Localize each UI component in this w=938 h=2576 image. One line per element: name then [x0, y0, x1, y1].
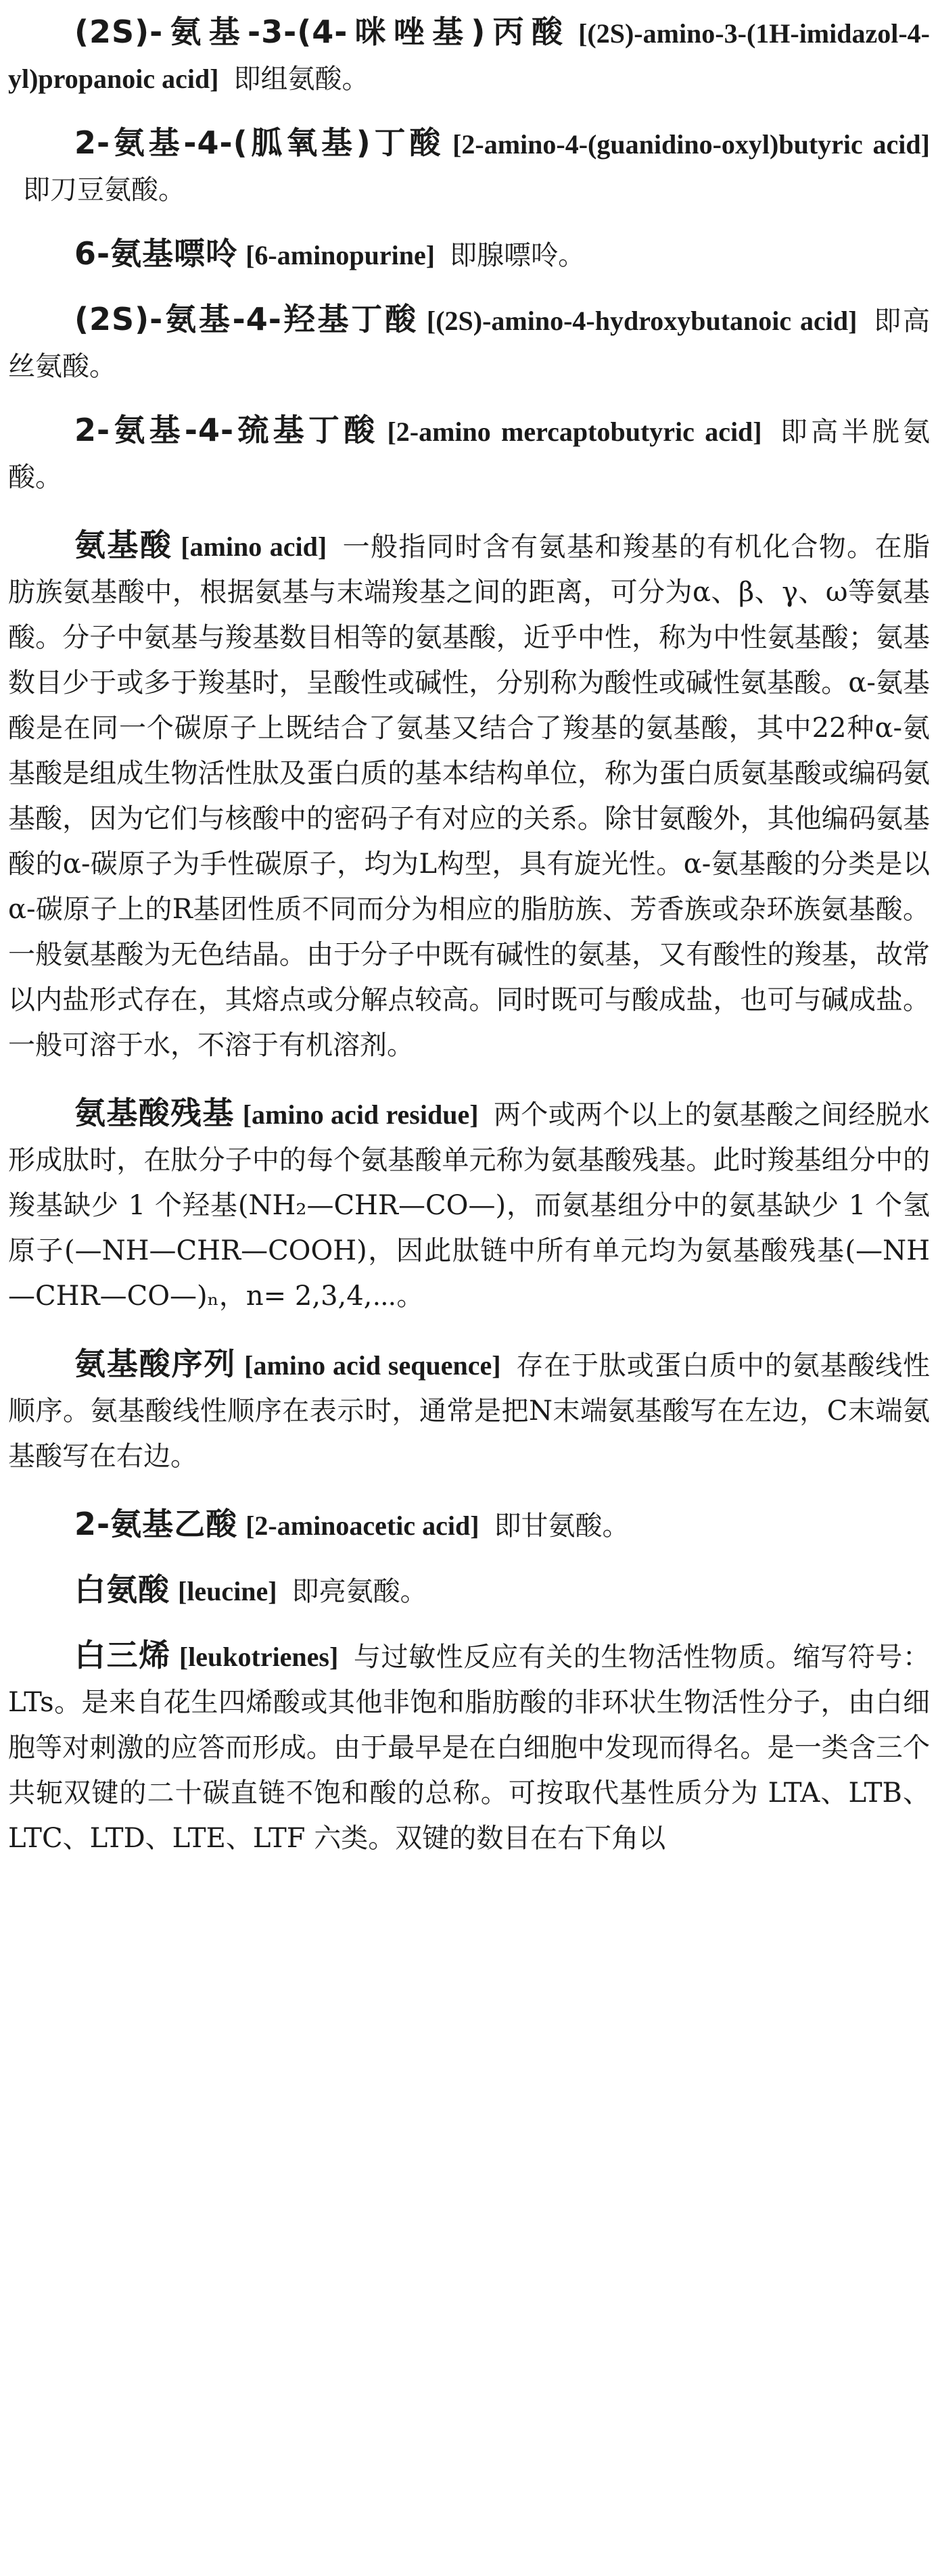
entry-english: [amino acid] [181, 531, 327, 562]
entry-definition: 即腺嘌呤。 [450, 240, 586, 271]
entry-term: 2-氨基乙酸 [74, 1506, 238, 1542]
entry-term: (2S)-氨基-4-羟基丁酸 [74, 301, 419, 337]
entry-english: [leukotrienes] [179, 1642, 339, 1672]
entry-term: 6-氨基嘌呤 [74, 235, 238, 272]
entry-term: 2-氨基-4-(胍氧基)丁酸 [74, 124, 445, 161]
entry-english: [2-amino mercaptobutyric acid] [387, 416, 762, 447]
entry-term: 氨基酸序列 [74, 1345, 237, 1382]
entry-definition: 即组氨酸。 [233, 64, 369, 95]
entry-definition: 两个或两个以上的氨基酸之间经脱水形成肽时，在肽分子中的每个氨基酸单元称为氨基酸残基。此时羧基组分中的羧基缺少 1 个羟基(NH₂—CHR—CO—)，而氨基组分中的氨基缺少 1 个氢原子(—NH—CHR—COOH)，因此肽链中所有单元均为氨基酸残基(—NH—CHR—CO—)ₙ，n= 2,3,4,⋯。 [8, 1099, 931, 1312]
entry-term: 白氨酸 [74, 1571, 170, 1608]
entry-term: 氨基酸 [74, 527, 173, 563]
dictionary-entry-glycine [8, 1502, 930, 1548]
entry-english: [2-amino-4-(guanidino-oxyl)butyric acid] [452, 129, 930, 160]
entry-english: [(2S)-amino-4-hydroxybutanoic acid] [426, 306, 858, 336]
entry-english: [leucine] [178, 1576, 277, 1606]
dictionary-entry-adenine [8, 231, 930, 278]
entry-term: 2-氨基-4-巯基丁酸 [74, 412, 379, 448]
dictionary-entry-amino-acid-sequence [8, 1341, 930, 1479]
dictionary-entry-leukotrienes [8, 1633, 930, 1861]
entry-definition: 即高丝氨酸。 [8, 306, 931, 382]
entry-english: [(2S)-amino-3-(1H-imidazol-4-yl)propanoic acid] [8, 18, 930, 94]
entry-english: [amino acid sequence] [244, 1350, 501, 1381]
entry-english: [2-aminoacetic acid] [245, 1510, 479, 1541]
dictionary-entry-amino-acid [8, 523, 930, 1068]
entry-definition: 一般指同时含有氨基和羧基的有机化合物。在脂肪族氨基酸中，根据氨基与末端羧基之间的距离，可分为α、β、γ、ω等氨基酸。分子中氨基与羧基数目相等的氨基酸，近乎中性，称为中性氨基酸；氨基数目少于或多于羧基时，呈酸性或碱性，分别称为酸性或碱性氨基酸。α-氨基酸是在同一个碳原子上既结合了氨基又结合了羧基的氨基酸，其中22种α-氨基酸是组成生物活性肽及蛋白质的基本结构单位，称为蛋白质氨基酸或编码氨基酸，因为它们与核酸中的密码子有对应的关系。除甘氨酸外，其他编码氨基酸的α-碳原子为手性碳原子，均为L构型，具有旋光性。α-氨基酸的分类是以α-碳原子上的R基团性质不同而分为相应的脂肪族、芳香族或杂环族氨基酸。一般氨基酸为无色结晶。由于分子中既有碱性的氨基，又有酸性的羧基，故常以内盐形式存在，其熔点或分解点较高。同时既可与酸成盐，也可与碱成盐。一般可溶于水，不溶于有机溶剂。 [8, 531, 931, 1061]
entry-term: 氨基酸残基 [74, 1095, 235, 1131]
entry-definition: 即刀豆氨酸。 [23, 174, 185, 206]
dictionary-entry-leucine [8, 1567, 930, 1614]
entry-term: 白三烯 [74, 1637, 171, 1673]
dictionary-entry-canavanine [8, 120, 930, 212]
dictionary-entry-amino-acid-residue [8, 1091, 930, 1318]
dictionary-entry-homoserine [8, 297, 930, 389]
entry-english: [amino acid residue] [242, 1099, 479, 1130]
entry-definition: 存在于肽或蛋白质中的氨基酸线性顺序。氨基酸线性顺序在表示时，通常是把N末端氨基酸写在左边，C末端氨基酸写在右边。 [8, 1350, 931, 1472]
entry-definition: 与过敏性反应有关的生物活性物质。缩写符号：LTs。是来自花生四烯酸或其他非饱和脂肪酸的非环状生物活性分子，由白细胞等对刺激的应答而形成。由于最早是在白细胞中发现而得名。是一类含三个共轭双键的二十碳直链不饱和酸的总称。可按取代基性质分为 LTA、LTB、LTC、LTD、LTE、LTF 六类。双键的数目在右下角以 [8, 1642, 931, 1854]
dictionary-entry-homocysteine [8, 408, 930, 500]
entry-term: (2S)-氨基-3-(4-咪唑基)丙酸 [74, 14, 571, 50]
entry-definition: 即甘氨酸。 [494, 1510, 630, 1542]
entry-definition: 即亮氨酸。 [291, 1576, 427, 1607]
dictionary-entry-histidine [8, 9, 930, 101]
entry-definition: 即高半胱氨酸。 [8, 416, 930, 493]
entry-english: [6-aminopurine] [245, 240, 436, 270]
